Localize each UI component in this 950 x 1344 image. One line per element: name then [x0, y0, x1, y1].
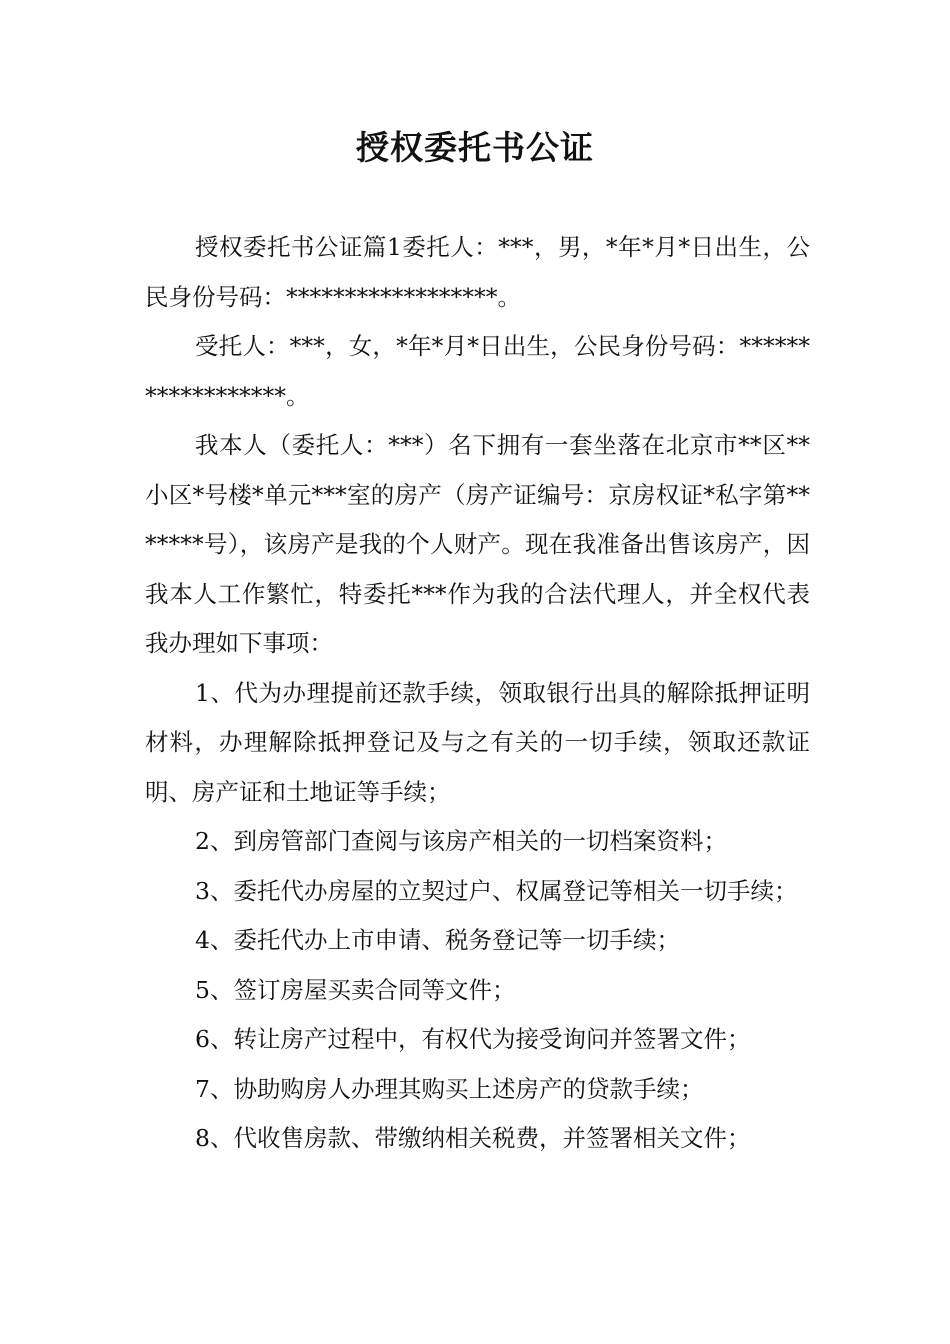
document-title: 授权委托书公证 — [356, 128, 594, 167]
paragraph-item-7: 7、协助购房人办理其购买上述房产的贷款手续； — [195, 1074, 704, 1103]
paragraph-item-2: 2、到房管部门查阅与该房产相关的一切档案资料； — [195, 827, 727, 855]
paragraph-item-5: 5、签订房屋买卖合同等文件； — [195, 975, 516, 1004]
paragraph-item-4: 4、委托代办上市申请、税务登记等一切手续； — [195, 926, 680, 954]
paragraph-principal: 授权委托书公证篇1委托人：***，男，*年*月*日出生，公民身份号码：******************。 — [145, 233, 810, 311]
paragraph-agent: 受托人：***，女，*年*月*日出生，公民身份号码：******************。 — [145, 332, 810, 410]
paragraph-item-6: 6、转让房产过程中，有权代为接受询问并签署文件； — [195, 1025, 751, 1053]
paragraph-property: 我本人（委托人：***）名下拥有一套坐落在北京市**区**小区*号楼*单元***室的房产（房产证编号：京房权证*私字第*******号），该房产是我的个人财产。现在我准备出售该房产，因我本人工作繁忙，特委托***作为我的合法代理人，并全权代表我办理如下事项： — [145, 431, 810, 657]
paragraph-item-3: 3、委托代办房屋的立契过户、权属登记等相关一切手续； — [195, 876, 798, 905]
paragraph-item-1: 1、代为办理提前还款手续，领取银行出具的解除抵押证明材料，办理解除抵押登记及与之有关的一切手续，领取还款证明、房产证和土地证等手续； — [145, 678, 810, 806]
document-body — [145, 223, 810, 1164]
paragraph-item-8: 8、代收售房款、带缴纳相关税费，并签署相关文件； — [195, 1124, 751, 1152]
